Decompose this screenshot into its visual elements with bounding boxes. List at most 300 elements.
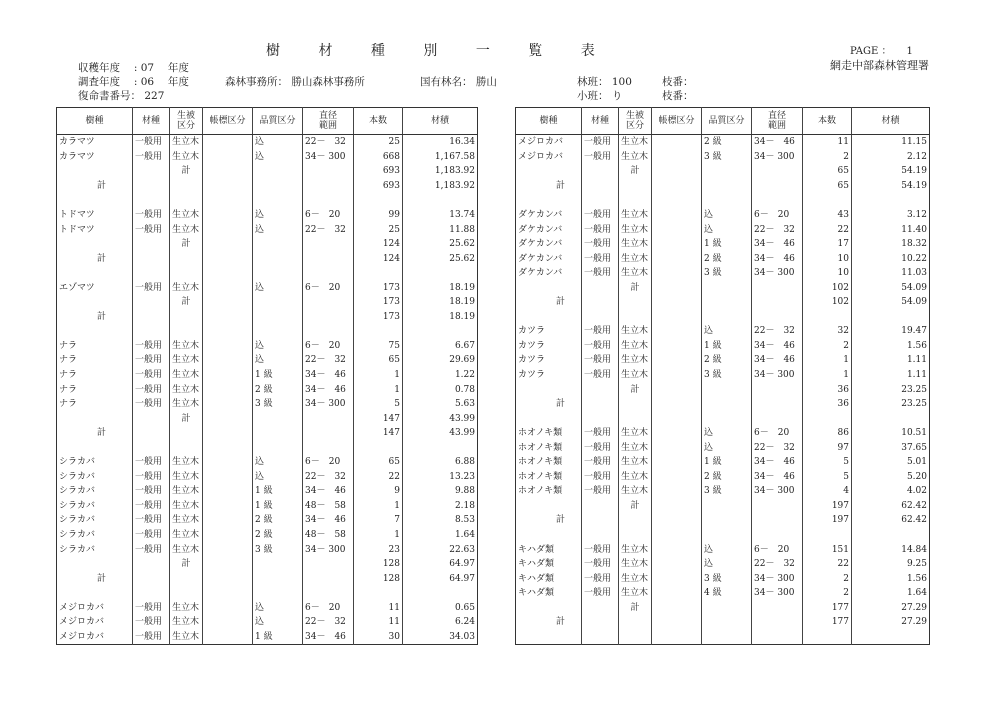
cell-timber-type: 一般用 — [133, 528, 170, 543]
cell-living-class: 生立木 — [170, 601, 203, 616]
cell-living-class: 生立木 — [619, 542, 652, 557]
cell-diameter-range — [303, 266, 354, 281]
cell-quality-class — [253, 164, 303, 179]
cell-ledger-class — [203, 513, 253, 528]
col-timber-type: 材種 — [133, 108, 170, 135]
cell-timber-type: 一般用 — [582, 571, 619, 586]
cell-volume: 25.62 — [403, 237, 478, 252]
cell-volume: 5.63 — [403, 397, 478, 412]
cell-species: トドマツ — [59, 210, 95, 220]
table-row — [57, 266, 478, 281]
col-ledger-class: 帳標区分 — [652, 108, 702, 135]
cell-species — [57, 266, 133, 281]
cell-living-class: 生立木 — [170, 542, 203, 557]
cell-living-class: 計 — [619, 164, 652, 179]
cell-living-class: 生立木 — [170, 353, 203, 368]
cell-timber-type: 一般用 — [582, 237, 619, 252]
table-row — [57, 455, 478, 470]
cell-count: 9 — [354, 484, 403, 499]
cell-ledger-class — [203, 615, 253, 630]
cell-ledger-class — [203, 208, 253, 223]
cell-living-class — [170, 251, 203, 266]
cell-living-class: 生立木 — [619, 455, 652, 470]
cell-quality-class: 2 級 — [702, 135, 752, 150]
survey-year: 調査年度 : 06 年度 — [78, 76, 189, 88]
cell-diameter-range: 6－ 20 — [752, 208, 803, 223]
cell-living-class: 計 — [170, 557, 203, 572]
table-row — [516, 542, 930, 557]
title-char: 表 — [580, 43, 597, 59]
cell-species: ナラ — [59, 355, 78, 366]
cell-diameter-range — [303, 179, 354, 194]
cell-volume — [852, 630, 930, 645]
cell-diameter-range — [752, 601, 803, 616]
cell-timber-type: 一般用 — [582, 484, 619, 499]
cell-diameter-range — [303, 295, 354, 310]
cell-quality-class: 3 級 — [253, 397, 303, 412]
cell-diameter-range — [752, 630, 803, 645]
cell-diameter-range: 34－ 46 — [303, 513, 354, 528]
table-row — [516, 528, 930, 543]
cell-quality-class: 込 — [253, 150, 303, 165]
cell-diameter-range — [752, 411, 803, 426]
cell-volume: 62.42 — [852, 513, 930, 528]
cell-ledger-class — [203, 353, 253, 368]
cell-volume: 43.99 — [403, 426, 478, 441]
cell-ledger-class — [652, 542, 702, 557]
cell-quality-class: 1 級 — [702, 455, 752, 470]
col-volume: 材積 — [403, 108, 478, 135]
cell-species: ナラ — [59, 370, 78, 381]
cell-living-class — [170, 440, 203, 455]
cell-volume: 4.02 — [852, 484, 930, 499]
cell-volume: 11.03 — [852, 266, 930, 281]
cell-timber-type: 一般用 — [582, 440, 619, 455]
table-row — [57, 193, 478, 208]
cell-timber-type — [133, 586, 170, 601]
cell-quality-class — [702, 310, 752, 325]
cell-count: 197 — [803, 499, 852, 514]
col-living-class: 生被 区分 — [170, 108, 203, 135]
table-row — [57, 484, 478, 499]
cell-diameter-range: 22－ 32 — [303, 353, 354, 368]
cell-diameter-range: 6－ 20 — [303, 339, 354, 354]
branch-number-1: 枝番： — [662, 76, 694, 88]
cell-living-class: 生立木 — [619, 324, 652, 339]
cell-volume: 27.29 — [852, 615, 930, 630]
table-row — [516, 193, 930, 208]
cell-timber-type — [133, 237, 170, 252]
cell-ledger-class — [652, 208, 702, 223]
table-row — [516, 630, 930, 645]
cell-quality-class — [253, 411, 303, 426]
cell-count — [354, 586, 403, 601]
cell-diameter-range: 34－ 46 — [752, 135, 803, 150]
cell-volume: 18.19 — [403, 310, 478, 325]
cell-species: 計 — [97, 573, 107, 584]
cell-timber-type — [133, 193, 170, 208]
cell-count: 43 — [803, 208, 852, 223]
cell-volume: 23.25 — [852, 397, 930, 412]
table-row — [516, 324, 930, 339]
cell-volume: 1,183.92 — [403, 164, 478, 179]
cell-ledger-class — [652, 339, 702, 354]
cell-quality-class — [253, 426, 303, 441]
cell-count: 2 — [803, 339, 852, 354]
col-count: 本数 — [354, 108, 403, 135]
cell-species: シラカバ — [59, 457, 96, 468]
cell-count: 2 — [803, 150, 852, 165]
cell-species — [516, 601, 582, 616]
cell-count: 32 — [803, 324, 852, 339]
cell-timber-type: 一般用 — [133, 615, 170, 630]
cell-ledger-class — [652, 382, 702, 397]
cell-diameter-range — [303, 426, 354, 441]
cell-living-class: 計 — [619, 601, 652, 616]
cell-diameter-range: 34－ 300 — [752, 150, 803, 165]
cell-volume: 10.51 — [852, 426, 930, 441]
cell-volume: 6.88 — [403, 455, 478, 470]
cell-living-class: 生立木 — [170, 615, 203, 630]
cell-volume: 22.63 — [403, 542, 478, 557]
cell-ledger-class — [203, 542, 253, 557]
cell-species: 計 — [97, 428, 107, 439]
cell-volume: 18.32 — [852, 237, 930, 252]
cell-volume: 43.99 — [403, 411, 478, 426]
cell-volume: 8.53 — [403, 513, 478, 528]
cell-living-class: 生立木 — [619, 426, 652, 441]
table-row — [516, 237, 930, 252]
cell-quality-class: 込 — [253, 339, 303, 354]
cell-species: シラカバ — [59, 500, 96, 511]
cell-living-class: 生立木 — [170, 222, 203, 237]
table-row — [57, 353, 478, 368]
cell-species: キハダ類 — [518, 559, 555, 570]
cell-ledger-class — [652, 222, 702, 237]
cell-ledger-class — [652, 470, 702, 485]
cell-timber-type: 一般用 — [133, 470, 170, 485]
cell-diameter-range: 6－ 20 — [303, 208, 354, 223]
cell-diameter-range — [303, 193, 354, 208]
cell-quality-class: 込 — [702, 208, 752, 223]
cell-living-class — [170, 179, 203, 194]
cell-volume: 64.97 — [403, 571, 478, 586]
cell-volume: 0.65 — [403, 601, 478, 616]
cell-volume — [403, 324, 478, 339]
cell-species: 計 — [556, 399, 566, 410]
cell-timber-type: 一般用 — [582, 557, 619, 572]
cell-living-class: 計 — [170, 411, 203, 426]
cell-timber-type — [582, 411, 619, 426]
cell-volume: 0.78 — [403, 382, 478, 397]
cell-count: 10 — [803, 251, 852, 266]
cell-timber-type — [582, 179, 619, 194]
cell-ledger-class — [652, 601, 702, 616]
cell-ledger-class — [652, 426, 702, 441]
cell-timber-type — [133, 266, 170, 281]
table-row — [57, 251, 478, 266]
cell-ledger-class — [203, 426, 253, 441]
cell-ledger-class — [652, 397, 702, 412]
cell-species: シラカバ — [59, 515, 96, 526]
cell-quality-class: 3 級 — [702, 266, 752, 281]
cell-quality-class: 込 — [253, 208, 303, 223]
cell-ledger-class — [203, 135, 253, 150]
cell-quality-class — [702, 164, 752, 179]
cell-count: 177 — [803, 601, 852, 616]
cell-living-class — [619, 179, 652, 194]
cell-living-class: 計 — [170, 164, 203, 179]
cell-living-class — [170, 426, 203, 441]
cell-species: ナラ — [59, 399, 78, 410]
cell-quality-class: 1 級 — [253, 368, 303, 383]
cell-quality-class: 2 級 — [702, 470, 752, 485]
cell-count: 30 — [354, 630, 403, 645]
cell-timber-type — [133, 426, 170, 441]
cell-ledger-class — [203, 368, 253, 383]
cell-count — [354, 324, 403, 339]
cell-species — [516, 280, 582, 295]
cell-species: ダケカンバ — [518, 239, 563, 250]
table-row — [516, 164, 930, 179]
cell-species: ホオノキ類 — [518, 457, 563, 468]
cell-quality-class — [253, 586, 303, 601]
cell-volume — [852, 411, 930, 426]
cell-species — [57, 586, 133, 601]
cell-ledger-class — [203, 382, 253, 397]
cell-timber-type — [582, 295, 619, 310]
cell-volume: 11.40 — [852, 222, 930, 237]
table-row — [516, 339, 930, 354]
cell-count: 2 — [803, 571, 852, 586]
branch-number-2: 枝番： — [662, 90, 694, 102]
cell-quality-class: 込 — [253, 470, 303, 485]
cell-volume: 13.74 — [403, 208, 478, 223]
cell-living-class: 生立木 — [170, 135, 203, 150]
cell-species: メジロカバ — [59, 602, 105, 613]
cell-ledger-class — [203, 630, 253, 645]
cell-count: 86 — [803, 426, 852, 441]
cell-diameter-range: 22－ 32 — [752, 222, 803, 237]
table-row — [57, 528, 478, 543]
table-row — [57, 208, 478, 223]
cell-diameter-range: 34－ 300 — [303, 397, 354, 412]
cell-diameter-range: 22－ 32 — [752, 557, 803, 572]
cell-quality-class: 込 — [702, 557, 752, 572]
table-row — [516, 295, 930, 310]
cell-volume: 1.56 — [852, 571, 930, 586]
table-row — [516, 222, 930, 237]
cell-ledger-class — [203, 411, 253, 426]
col-count: 本数 — [803, 108, 852, 135]
table-row — [57, 571, 478, 586]
cell-living-class: 生立木 — [170, 150, 203, 165]
cell-ledger-class — [203, 251, 253, 266]
cell-quality-class: 2 級 — [702, 353, 752, 368]
cell-timber-type: 一般用 — [133, 353, 170, 368]
table-row — [57, 222, 478, 237]
cell-diameter-range: 22－ 32 — [303, 615, 354, 630]
header-row — [516, 108, 930, 135]
cell-timber-type — [582, 630, 619, 645]
cell-count — [354, 440, 403, 455]
cell-timber-type: 一般用 — [133, 484, 170, 499]
cell-species — [516, 630, 582, 645]
table-row — [57, 280, 478, 295]
table-row — [516, 135, 930, 150]
cell-count: 22 — [803, 557, 852, 572]
subcompartment: 小班： り — [577, 90, 623, 102]
cell-timber-type: 一般用 — [133, 455, 170, 470]
table-row — [516, 150, 930, 165]
cell-volume: 11.88 — [403, 222, 478, 237]
cell-diameter-range: 34－ 300 — [752, 266, 803, 281]
table-row — [516, 557, 930, 572]
cell-species — [516, 411, 582, 426]
cell-species: 計 — [556, 297, 566, 308]
table-row — [57, 411, 478, 426]
table-row — [57, 179, 478, 194]
cell-diameter-range: 48－ 58 — [303, 499, 354, 514]
cell-count: 151 — [803, 542, 852, 557]
cell-quality-class — [702, 382, 752, 397]
page-number: PAGE ： 1 — [850, 46, 913, 57]
cell-ledger-class — [652, 528, 702, 543]
cell-species: キハダ類 — [518, 573, 555, 584]
cell-quality-class — [702, 193, 752, 208]
cell-ledger-class — [652, 324, 702, 339]
cell-timber-type: 一般用 — [133, 542, 170, 557]
cell-living-class — [619, 310, 652, 325]
col-living-class: 生被 区分 — [619, 108, 652, 135]
cell-count: 173 — [354, 310, 403, 325]
cell-timber-type — [582, 280, 619, 295]
cell-diameter-range — [303, 586, 354, 601]
cell-species: シラカバ — [59, 530, 96, 541]
cell-count: 1 — [803, 368, 852, 383]
col-diameter-range: 直径 範囲 — [752, 108, 803, 135]
cell-diameter-range: 34－ 300 — [752, 586, 803, 601]
table-row — [57, 382, 478, 397]
cell-species — [57, 411, 133, 426]
cell-diameter-range — [303, 310, 354, 325]
table-row — [57, 339, 478, 354]
table-row — [57, 324, 478, 339]
cell-count — [803, 630, 852, 645]
cell-quality-class: 込 — [702, 324, 752, 339]
cell-count: 1 — [803, 353, 852, 368]
cell-volume: 1.11 — [852, 353, 930, 368]
document-number: 復命書番号： 227 — [78, 90, 165, 102]
cell-ledger-class — [652, 440, 702, 455]
cell-diameter-range — [752, 513, 803, 528]
cell-living-class — [619, 615, 652, 630]
cell-ledger-class — [652, 411, 702, 426]
cell-ledger-class — [652, 310, 702, 325]
cell-count — [354, 193, 403, 208]
col-volume: 材積 — [852, 108, 930, 135]
cell-living-class: 生立木 — [170, 528, 203, 543]
cell-diameter-range: 6－ 20 — [752, 542, 803, 557]
cell-diameter-range: 34－ 46 — [752, 455, 803, 470]
cell-count: 97 — [803, 440, 852, 455]
table-row — [516, 615, 930, 630]
left-timber-table — [56, 107, 478, 645]
cell-volume: 3.12 — [852, 208, 930, 223]
cell-volume: 13.23 — [403, 470, 478, 485]
cell-diameter-range: 6－ 20 — [303, 455, 354, 470]
cell-volume: 25.62 — [403, 251, 478, 266]
cell-count: 1 — [354, 528, 403, 543]
cell-volume: 34.03 — [403, 630, 478, 645]
table-row — [516, 470, 930, 485]
cell-volume: 1.64 — [852, 586, 930, 601]
table-row — [57, 295, 478, 310]
cell-count: 99 — [354, 208, 403, 223]
cell-timber-type: 一般用 — [133, 368, 170, 383]
cell-quality-class — [702, 615, 752, 630]
cell-timber-type: 一般用 — [582, 150, 619, 165]
cell-timber-type: 一般用 — [133, 397, 170, 412]
cell-count: 124 — [354, 237, 403, 252]
cell-count: 22 — [354, 470, 403, 485]
cell-species — [57, 193, 133, 208]
cell-living-class: 生立木 — [619, 353, 652, 368]
cell-count: 36 — [803, 382, 852, 397]
cell-living-class: 計 — [619, 499, 652, 514]
cell-ledger-class — [203, 601, 253, 616]
cell-living-class: 生立木 — [619, 368, 652, 383]
cell-timber-type: 一般用 — [582, 353, 619, 368]
cell-species — [57, 237, 133, 252]
cell-count: 5 — [803, 455, 852, 470]
cell-quality-class: 込 — [253, 222, 303, 237]
cell-count: 36 — [803, 397, 852, 412]
cell-species — [516, 310, 582, 325]
cell-quality-class: 2 級 — [253, 382, 303, 397]
cell-species: 計 — [556, 180, 566, 191]
cell-count: 668 — [354, 150, 403, 165]
cell-ledger-class — [652, 630, 702, 645]
cell-living-class — [170, 586, 203, 601]
cell-volume: 19.47 — [852, 324, 930, 339]
cell-quality-class: 3 級 — [702, 484, 752, 499]
cell-timber-type: 一般用 — [133, 280, 170, 295]
title-char: 覧 — [528, 43, 545, 59]
cell-ledger-class — [652, 251, 702, 266]
cell-volume — [852, 310, 930, 325]
cell-quality-class — [702, 499, 752, 514]
cell-count: 173 — [354, 280, 403, 295]
cell-quality-class — [253, 193, 303, 208]
cell-count: 25 — [354, 135, 403, 150]
cell-ledger-class — [203, 470, 253, 485]
cell-diameter-range — [303, 411, 354, 426]
cell-ledger-class — [203, 179, 253, 194]
cell-diameter-range — [303, 251, 354, 266]
cell-living-class — [619, 528, 652, 543]
cell-ledger-class — [203, 193, 253, 208]
table-row — [516, 280, 930, 295]
cell-volume: 14.84 — [852, 542, 930, 557]
cell-volume: 54.09 — [852, 295, 930, 310]
table-row — [57, 135, 478, 150]
cell-diameter-range — [303, 571, 354, 586]
cell-diameter-range: 34－ 300 — [752, 368, 803, 383]
cell-volume: 18.19 — [403, 295, 478, 310]
cell-timber-type — [133, 295, 170, 310]
office-name: 網走中部森林管理署 — [830, 59, 929, 72]
